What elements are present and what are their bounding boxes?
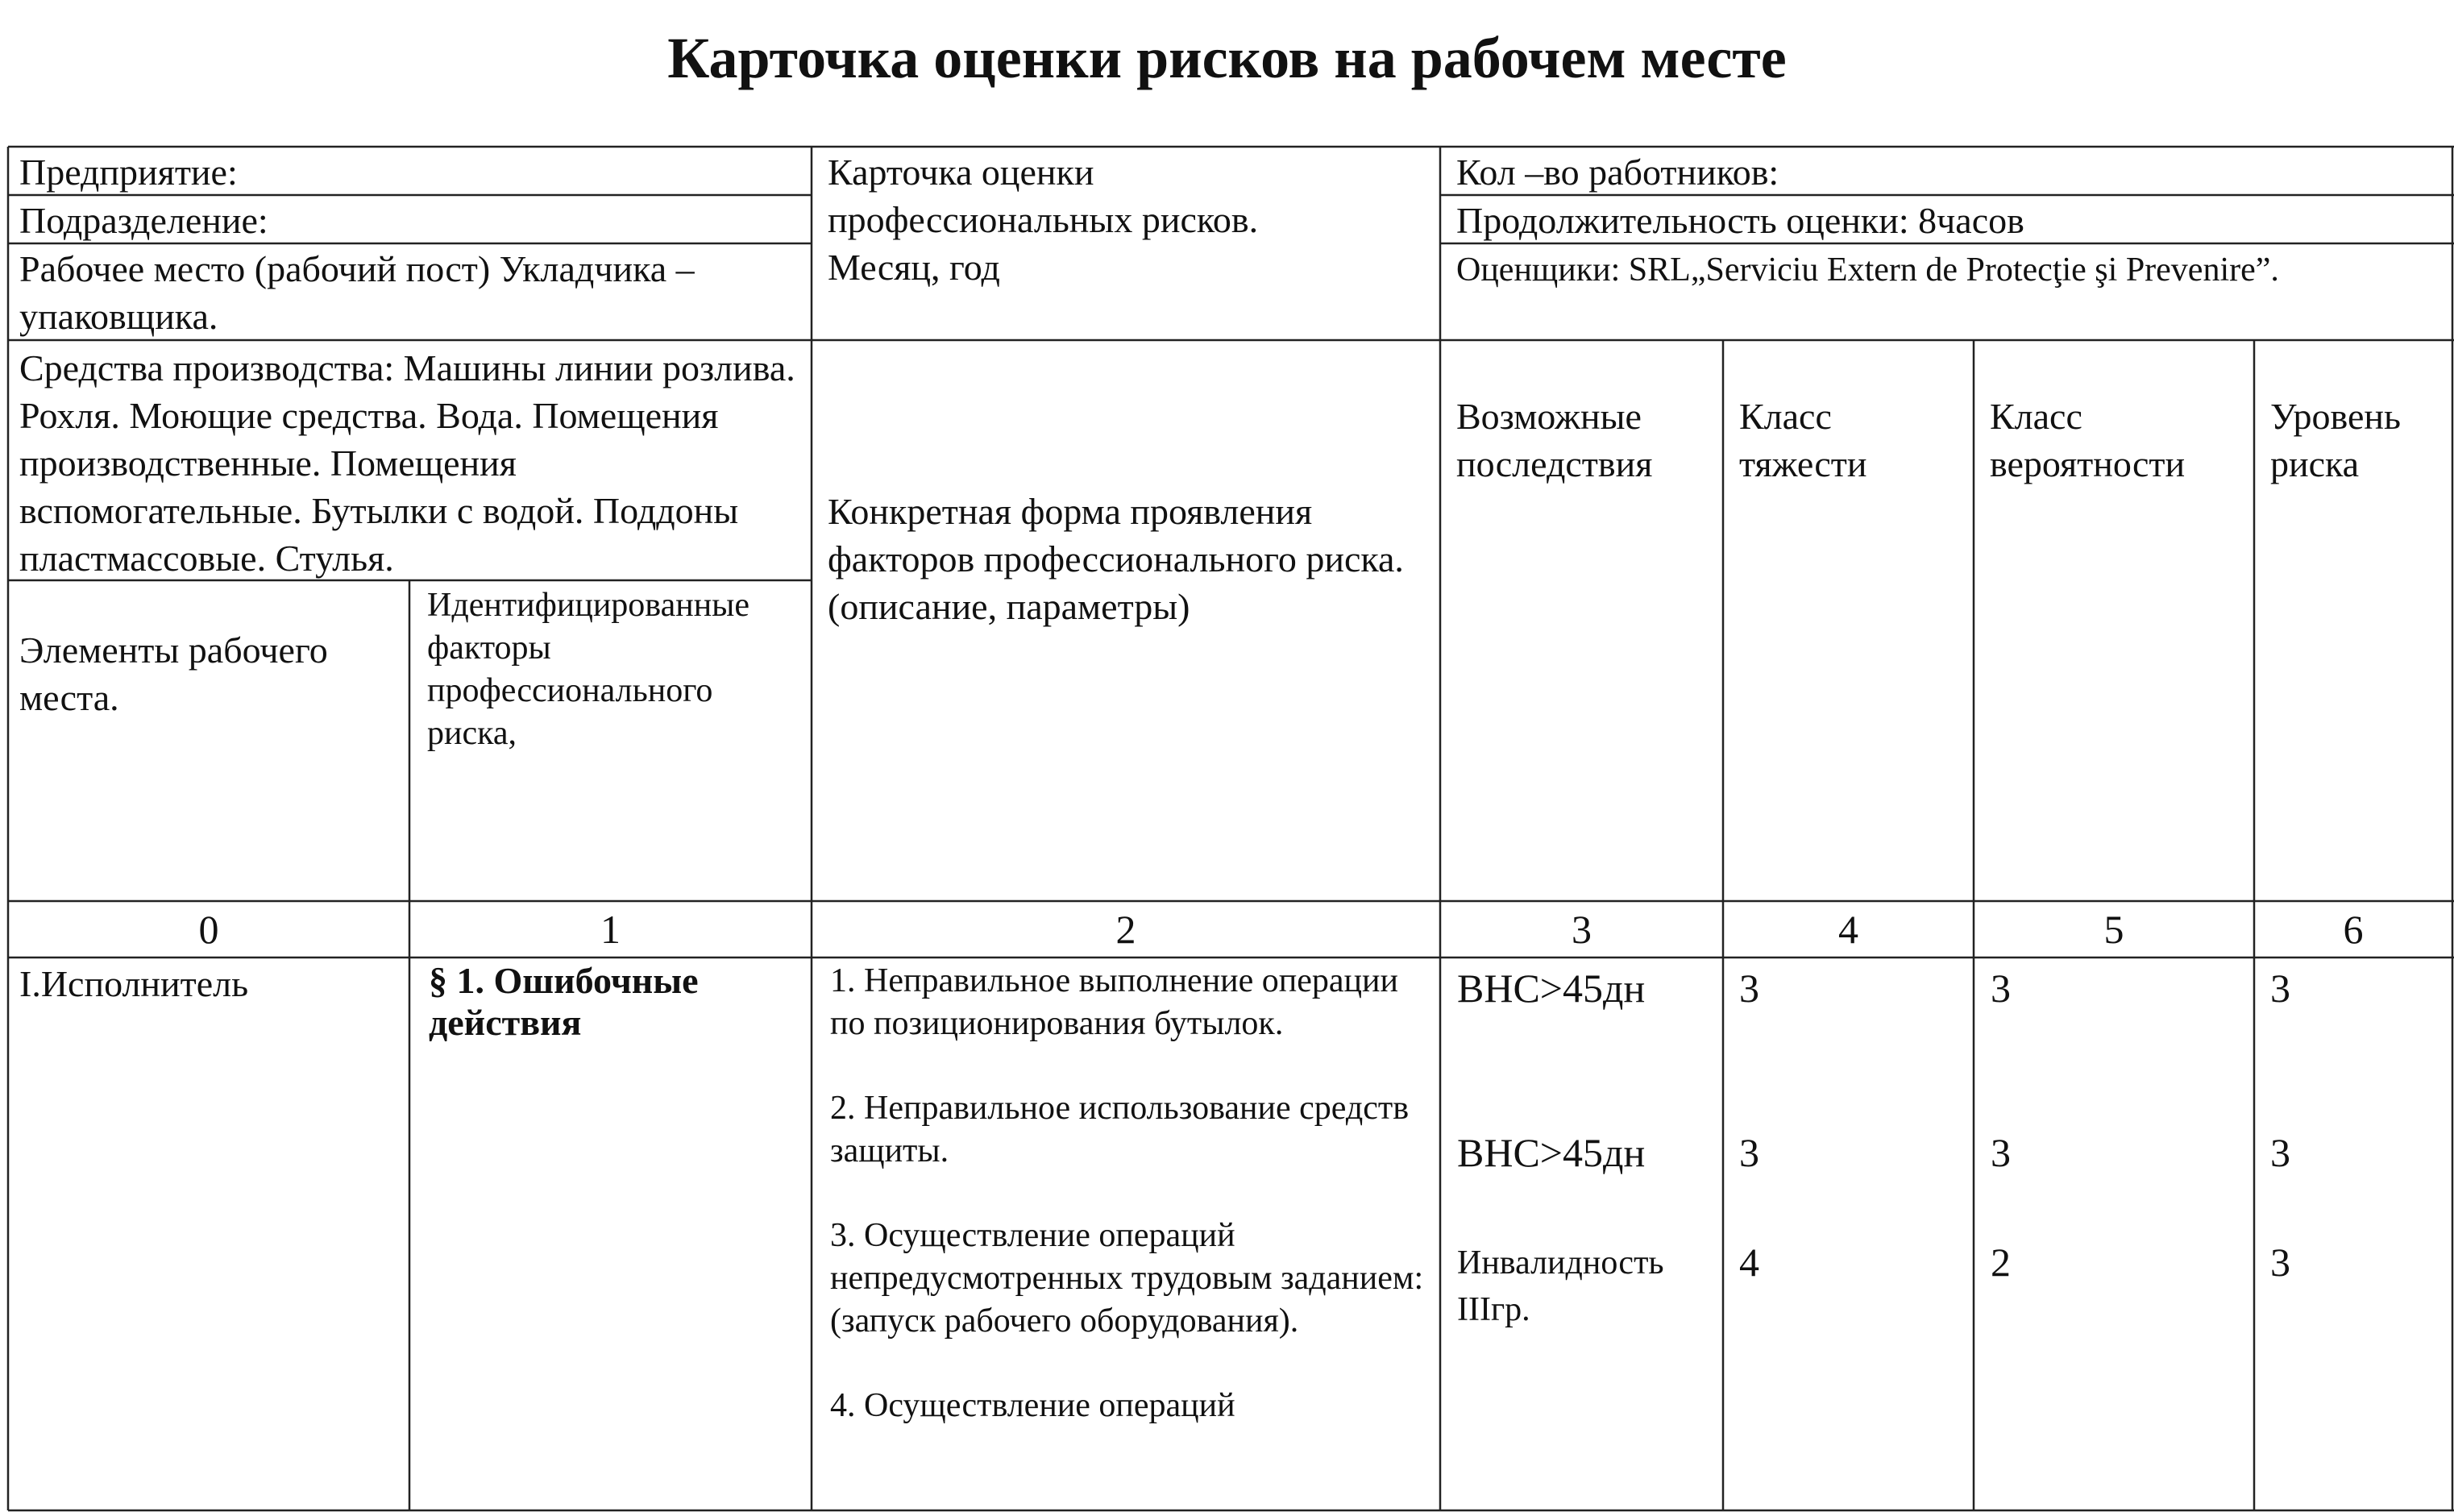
risk-description-item: 3. Осуществление операций непредусмотренных трудовым заданием: (запуск рабочего оборудования). <box>830 1217 1424 1340</box>
column-number: 6 <box>2343 907 2364 952</box>
risk-description-item: 1. Неправильное выполнение операции по позиционирования бутылок. <box>830 962 1398 1042</box>
workplace-elements-header: Элементы рабочего места. <box>19 629 328 718</box>
consequence-cell: Инвалидность IIIгр. <box>1457 1244 1664 1328</box>
duration-label: Продолжительность оценки: 8часов <box>1456 200 2024 241</box>
probability-class-header: Класс вероятности <box>1990 396 2186 484</box>
severity-cell: 3 <box>1739 966 1759 1011</box>
column-number: 5 <box>2103 907 2124 952</box>
enterprise-label: Предприятие: <box>19 152 238 193</box>
identified-factors-header: Идентифицированные факторы профессионального риска, <box>427 587 750 752</box>
means-of-production: Средства производства: Машины линии розлива. Рохля. Моющие средства. Вода. Помещения производственные. Помещения вспомогательные. Бутылки с водой. Поддоны пластмассовые. Стулья. <box>19 347 795 579</box>
risk-description-list <box>830 960 1435 1469</box>
specific-form-header: Конкретная форма проявления факторов профессионального риска. (описание, параметры) <box>828 491 1404 627</box>
severity-cell: 4 <box>1739 1240 1759 1285</box>
card-title: Карточка оценки профессиональных рисков. Месяц, год <box>828 152 1259 288</box>
column-number: 2 <box>1115 907 1136 952</box>
division-label: Подразделение: <box>19 200 268 241</box>
risk-level-cell: 3 <box>2270 1130 2290 1175</box>
column-number: 3 <box>1572 907 1592 952</box>
risk-level-cell: 3 <box>2270 966 2290 1011</box>
severity-cell: 3 <box>1739 1130 1759 1175</box>
column-number: 0 <box>198 907 219 952</box>
workplace-element-cell: I.Исполнитель <box>19 963 249 1004</box>
probability-cell: 3 <box>1991 1130 2011 1175</box>
column-number: 4 <box>1838 907 1858 952</box>
column-number: 1 <box>600 907 621 952</box>
probability-cell: 3 <box>1991 966 2011 1011</box>
consequence-cell: ВНС>45дн <box>1457 1130 1646 1175</box>
consequences-header: Возможные последствия <box>1456 396 1653 484</box>
workplace-label: Рабочее место (рабочий пост) Укладчика – упаковщика. <box>19 248 695 337</box>
risk-level-cell: 3 <box>2270 1240 2290 1285</box>
risk-description-item: 4. Осуществление операций <box>830 1387 1235 1424</box>
probability-cell: 2 <box>1991 1240 2011 1285</box>
severity-class-header: Класс тяжести <box>1739 396 1867 484</box>
risk-factor-cell: § 1. Ошибочные действия <box>429 960 699 1043</box>
consequence-cell: ВНС>45дн <box>1457 966 1646 1011</box>
assessors-label: Оценщики: SRL„Serviciu Extern de Protecţie şi Prevenire”. <box>1456 251 2279 289</box>
risk-description-item: 2. Неправильное использование средств защиты. <box>830 1090 1410 1169</box>
risk-level-header: Уровень риска <box>2270 396 2401 484</box>
workers-count-label: Кол –во работников: <box>1456 152 1779 193</box>
page-title: Карточка оценки рисков на рабочем месте <box>667 26 1787 90</box>
